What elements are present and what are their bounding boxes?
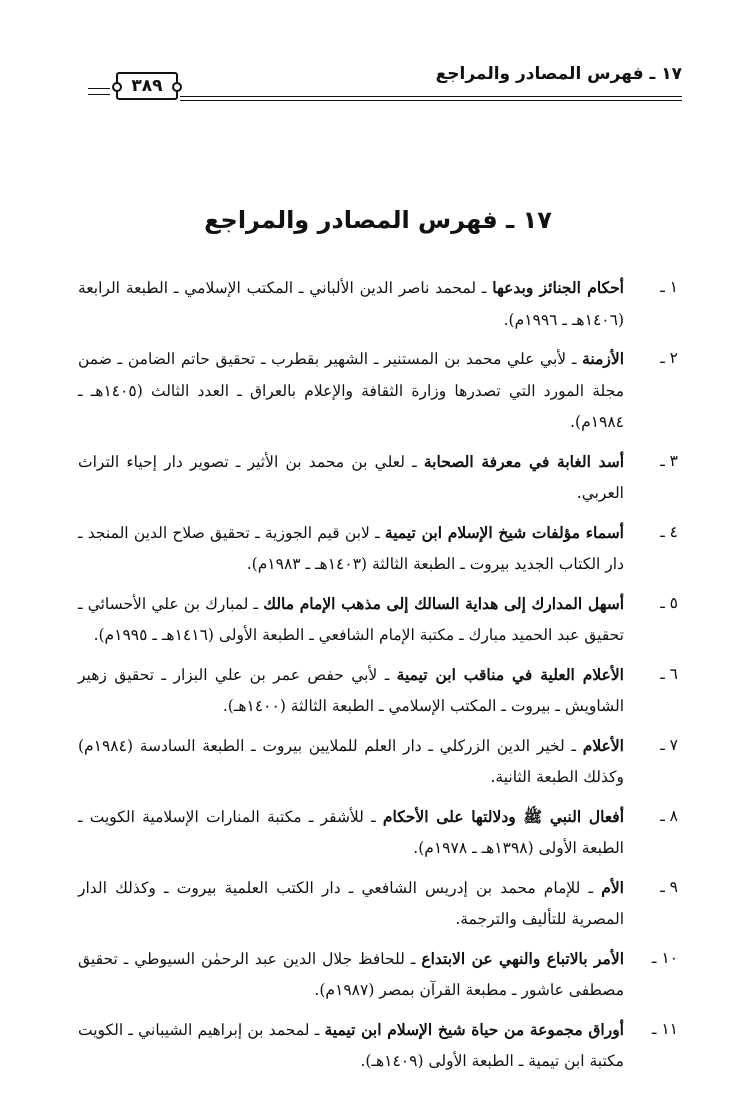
entry-text: ـ للإمام محمد بن إدريس الشافعي ـ دار الكتب العلمية بيروت ـ وكذلك الدار المصرية للتأليف والترجمة. (78, 878, 624, 928)
entry-number: ٣ ـ (660, 451, 678, 470)
reference-entry (78, 1014, 678, 1078)
reference-entry (78, 943, 678, 1007)
entry-title: أفعال النبي ﷺ ودلالتها على الأحكام (382, 806, 624, 826)
reference-entry (78, 801, 678, 865)
reference-entry (78, 659, 678, 723)
entry-text: ـ لمبارك بن علي الأحسائي ـ تحقيق عبد الحميد مبارك ـ مكتبة الإمام الشافعي ـ الطبعة الأولى (١٤١٦هـ ـ ١٩٩٥م). (78, 594, 624, 644)
entry-number: ٤ ـ (660, 522, 678, 541)
references-list (78, 272, 678, 1085)
entry-text: ـ لخير الدين الزركلي ـ دار العلم للملايين بيروت ـ الطبعة السادسة (١٩٨٤م) وكذلك الطبعة الثانية. (78, 736, 624, 786)
entry-title: الأعلام العلية في مناقب ابن تيمية (396, 664, 624, 684)
entry-number: ١٠ ـ (651, 948, 678, 967)
entry-title: أسد الغابة في معرفة الصحابة (423, 451, 625, 471)
reference-entry (78, 272, 678, 336)
reference-entry (78, 872, 678, 936)
entry-title: أوراق مجموعة من حياة شيخ الإسلام ابن تيمية (324, 1019, 624, 1039)
header-rule (180, 100, 682, 101)
page-number-rule (88, 88, 110, 89)
entry-number: ٨ ـ (660, 806, 678, 825)
entry-number: ٥ ـ (660, 593, 678, 612)
entry-text: ـ للحافظ جلال الدين عبد الرحمٰن السيوطي ـ تحقيق مصطفى عاشور ـ مطبعة القرآن بمصر (١٩٨٧م). (78, 949, 624, 999)
header-rule (180, 96, 682, 97)
running-title: ١٧ ـ فهرس المصادر والمراجع (435, 64, 682, 84)
entry-number: ١ ـ (660, 278, 678, 296)
entry-title: أسماء مؤلفات شيخ الإسلام ابن تيمية (384, 522, 624, 542)
page-number: ٣٨٩ (116, 72, 178, 100)
entry-number: ٦ ـ (660, 664, 678, 683)
entry-text: ـ لمحمد بن إبراهيم الشيباني ـ الكويت مكتبة ابن تيمية ـ الطبعة الأولى (١٤٠٩هـ). (78, 1020, 624, 1070)
entry-title: الأزمنة (582, 349, 624, 368)
entry-number: ٢ ـ (660, 349, 678, 367)
entry-number: ٩ ـ (660, 877, 678, 896)
reference-entry (78, 730, 678, 794)
entry-number: ١١ ـ (651, 1019, 678, 1038)
page-number-rule (88, 94, 110, 95)
entry-text: ـ للأشقر ـ مكتبة المنارات الإسلامية الكويت ـ الطبعة الأولى (١٣٩٨هـ ـ ١٩٧٨م). (78, 807, 624, 857)
entry-title: الأم (601, 877, 624, 897)
entry-number: ٧ ـ (660, 735, 678, 754)
entry-title: أسهل المدارك إلى هداية السالك إلى مذهب الإمام مالك (263, 593, 625, 613)
running-header (88, 58, 682, 104)
entry-title: الأعلام (582, 735, 624, 755)
reference-entry (78, 343, 678, 439)
entry-text: ـ لمحمد ناصر الدين الألباني ـ المكتب الإسلامي ـ الطبعة الرابعة (١٤٠٦هـ ـ ١٩٩٦م). (78, 279, 624, 329)
entry-text: ـ لعلي بن محمد بن الأثير ـ تصوير دار إحياء التراث العربي. (78, 452, 624, 502)
reference-entry (78, 588, 678, 652)
entry-text: ـ لابن قيم الجوزية ـ تحقيق صلاح الدين المنجد ـ دار الكتاب الجديد بيروت ـ الطبعة الثالثة (١٤٠٣هـ ـ ١٩٨٣م). (78, 523, 624, 573)
reference-entry (78, 446, 678, 510)
entry-title: الأمر بالاتباع والنهي عن الابتداع (421, 948, 625, 968)
entry-text: ـ لأبي علي محمد بن المستنير ـ الشهير بقطرب ـ تحقيق حاتم الضامن ـ ضمن مجلة المورد التي تصدرها وزارة الثقافة والإعلام بالعراق ـ العدد الثالث (١٤٠٥هـ ـ ١٩٨٤م). (78, 350, 624, 431)
reference-entry (78, 517, 678, 581)
entry-title: أحكام الجنائز وبدعها (492, 278, 624, 297)
chapter-title: ١٧ ـ فهرس المصادر والمراجع (204, 206, 552, 234)
entry-text: ـ لأبي حفص عمر بن علي البزار ـ تحقيق زهير الشاويش ـ بيروت ـ المكتب الإسلامي ـ الطبعة الثالثة (١٤٠٠هـ). (78, 665, 624, 715)
